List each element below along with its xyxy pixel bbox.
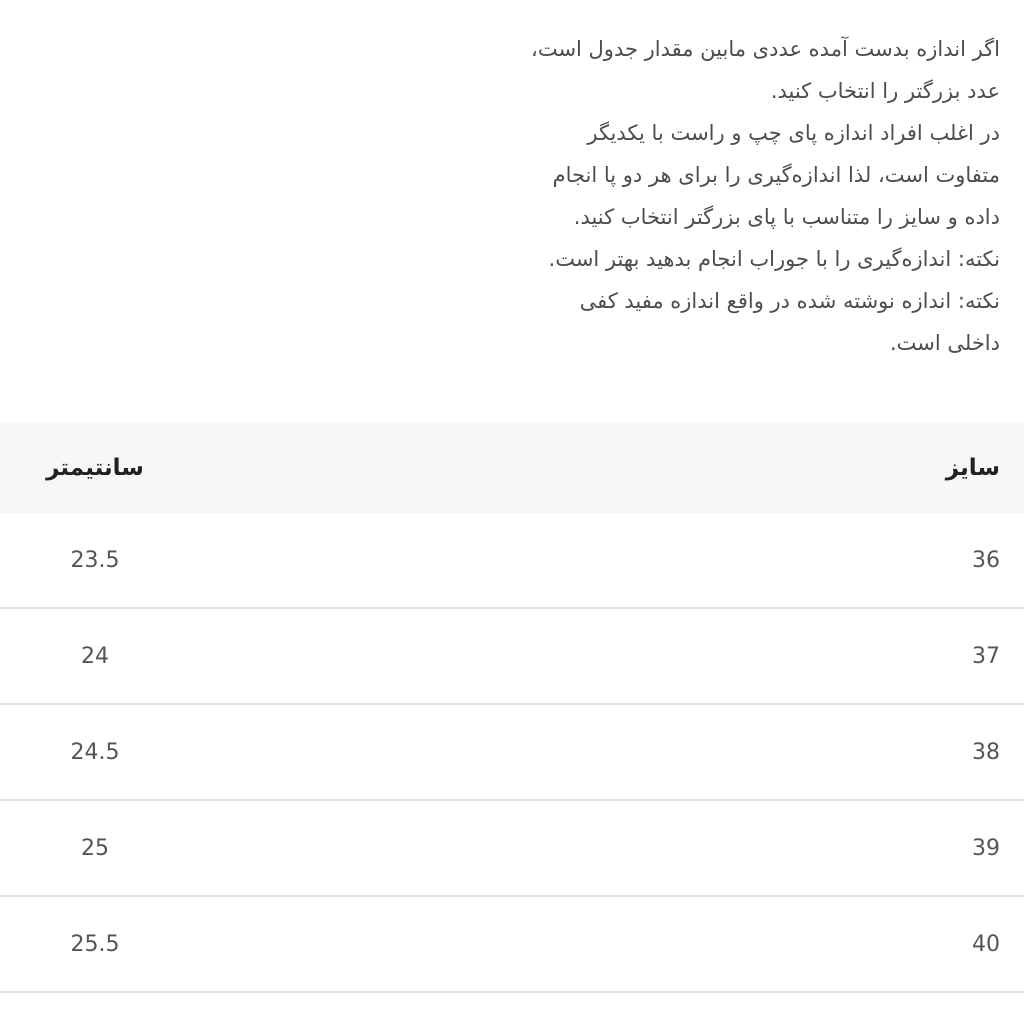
cell-centimeter: 25 (0, 800, 190, 896)
note-line: عدد بزرگتر را انتخاب کنید. (770, 79, 1000, 103)
cell-centimeter: 24.5 (0, 704, 190, 800)
table-header-row (0, 422, 1024, 513)
cell-size: 40 (190, 896, 1024, 992)
note-line: داخلی است. (889, 331, 1000, 355)
cell-size: 39 (190, 800, 1024, 896)
table-row (0, 513, 1024, 608)
size-chart-table (0, 422, 1024, 993)
cell-size: 37 (190, 608, 1024, 704)
cell-centimeter: 24 (0, 608, 190, 704)
cell-size: 36 (190, 513, 1024, 608)
cell-centimeter: 25.5 (0, 896, 190, 992)
note-line: در اغلب افراد اندازه پای چپ و راست با یکدیگر (587, 121, 1000, 145)
note-line: داده و سایز را متناسب با پای بزرگتر انتخاب کنید. (573, 205, 1000, 229)
table-row (0, 896, 1024, 992)
cell-size: 38 (190, 704, 1024, 800)
table-row (0, 800, 1024, 896)
table-row (0, 608, 1024, 704)
note-line: نکته: اندازه‌گیری را با جوراب انجام بدهید بهتر است. (548, 247, 1000, 271)
note-line: متفاوت است، لذا اندازه‌گیری را برای هر دو پا انجام (552, 163, 1000, 187)
size-guide-notes (440, 28, 1000, 364)
header-size: سایز (945, 454, 1000, 481)
table-row (0, 704, 1024, 800)
note-line: اگر اندازه بدست آمده عددی مابین مقدار جدول است، (531, 37, 1000, 61)
cell-centimeter: 23.5 (0, 513, 190, 608)
note-line: نکته: اندازه نوشته شده در واقع اندازه مفید کفی (579, 289, 1000, 313)
header-centimeter: سانتیمتر (46, 454, 144, 481)
